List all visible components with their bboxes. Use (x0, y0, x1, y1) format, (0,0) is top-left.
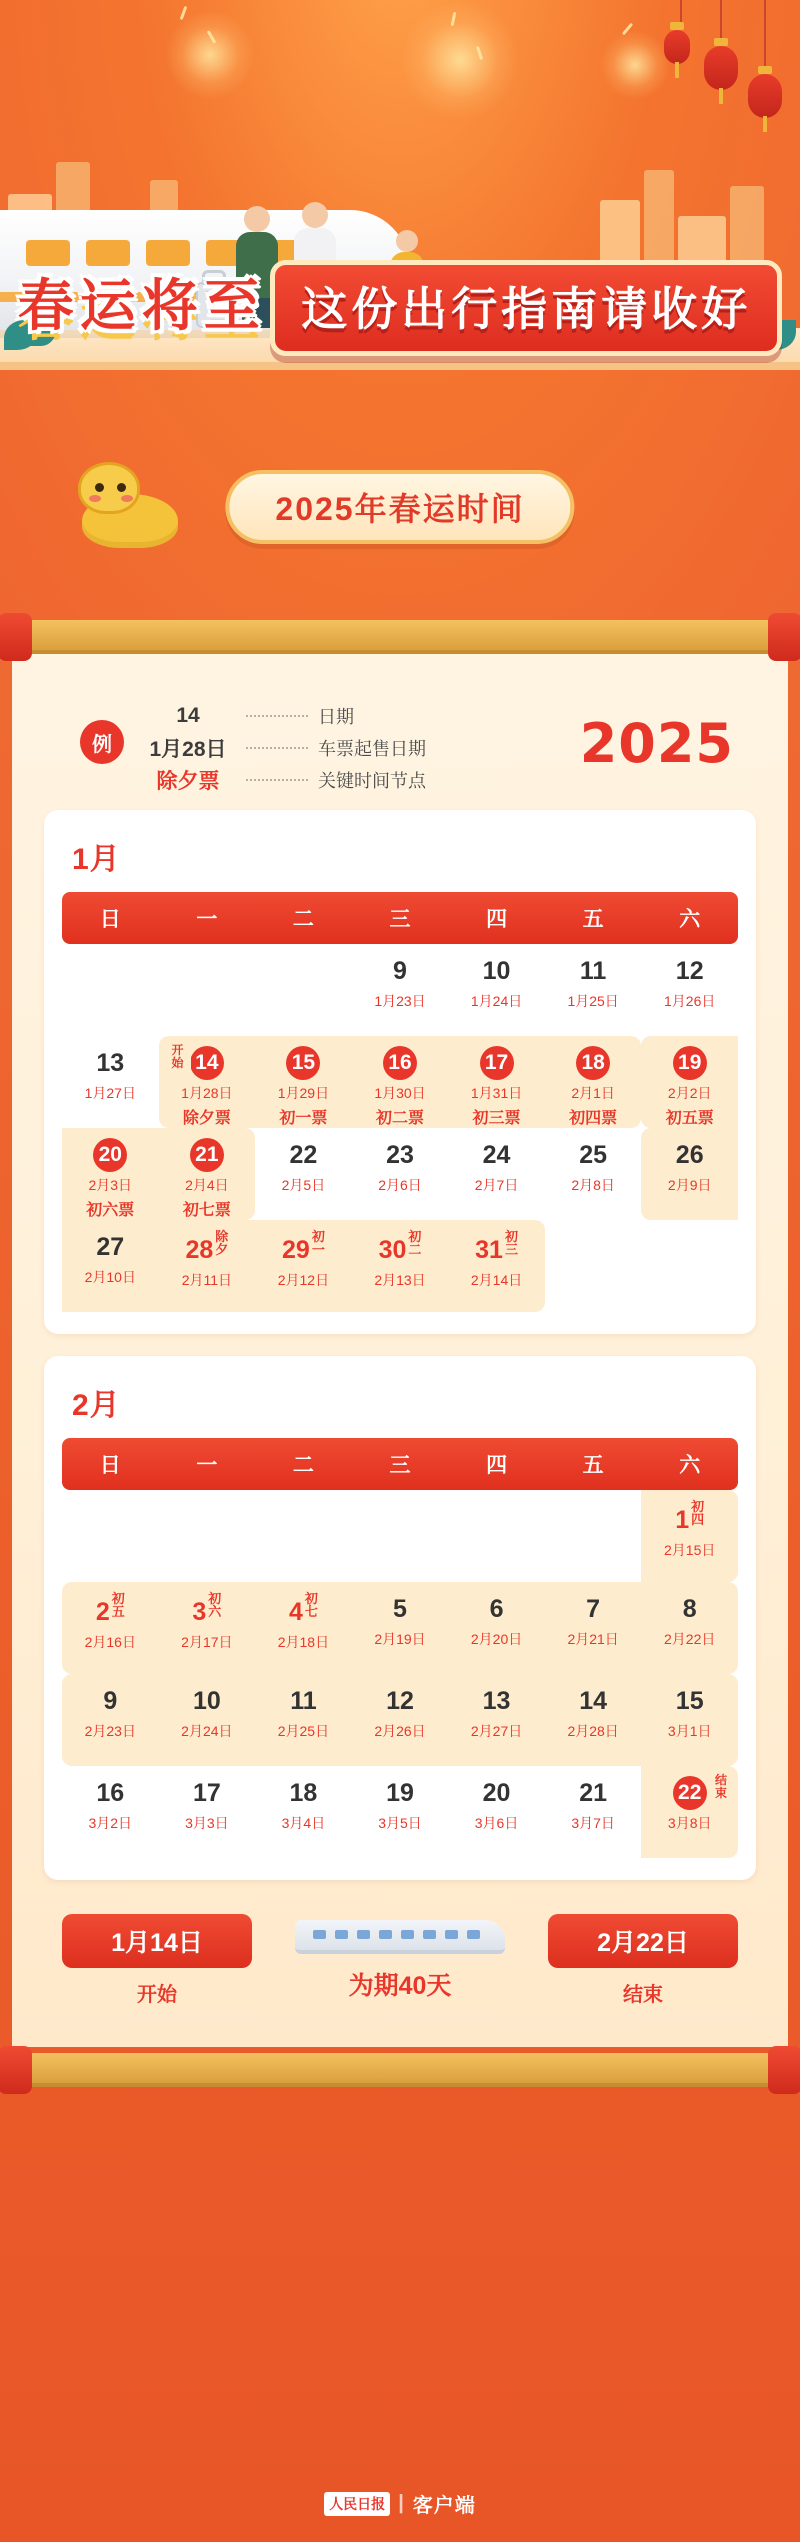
legend-dots (246, 715, 308, 717)
calendar-lunar-label: 初 二 (408, 1229, 422, 1257)
calendar-cell[interactable] (62, 1766, 159, 1858)
calendar-day-number: 30 (378, 1236, 407, 1264)
subtitle-ribbon (225, 470, 574, 544)
calendar-day-number: 17 (480, 1046, 514, 1080)
calendar-cell[interactable] (641, 1036, 738, 1128)
calendar-cell-tag: 开始 (165, 1042, 191, 1072)
weekday-3: 三 (389, 1454, 411, 1477)
calendar-day-number: 9 (393, 957, 407, 985)
calendar-cell[interactable] (641, 1128, 738, 1220)
calendar-lunar-label: 初 七 (304, 1591, 318, 1619)
weekday-6: 六 (679, 1454, 701, 1477)
calendar-cell[interactable] (448, 1036, 545, 1128)
weekday-4: 四 (486, 908, 508, 931)
calendar-day-number: 2 (95, 1598, 110, 1626)
calendar-sale-date: 1月28日 (181, 1085, 233, 1101)
calendar-card-january (44, 810, 756, 1334)
calendar-grid (62, 1490, 738, 1858)
calendar-day-number: 16 (96, 1779, 125, 1807)
scroll-paper (12, 654, 788, 2047)
calendar-cell[interactable] (448, 1766, 545, 1858)
calendar-day-number: 22 (673, 1776, 707, 1810)
legend-key: 1月28日 (149, 738, 227, 761)
calendar-sale-date: 2月17日 (181, 1634, 233, 1650)
brand-footer (0, 2489, 800, 2518)
calendar-ticket-label: 初五票 (665, 1110, 714, 1127)
calendar-day-number: 16 (383, 1046, 417, 1080)
calendar-sale-date: 2月28日 (567, 1723, 619, 1739)
calendar-sale-date: 1月25日 (567, 993, 619, 1009)
calendar-cell[interactable] (159, 1220, 256, 1312)
calendar-ticket-label: 除夕票 (182, 1110, 231, 1127)
calendar-day-number: 24 (482, 1141, 511, 1169)
firework-icon (400, 0, 520, 120)
calendar-sale-date: 3月8日 (667, 1815, 712, 1831)
calendar-cell[interactable] (352, 1128, 449, 1220)
calendar-cell[interactable] (545, 1128, 642, 1220)
subtitle-text: 2025年春运时间 (275, 491, 525, 527)
calendar-cell[interactable] (255, 1128, 352, 1220)
calendar-sale-date: 3月4日 (281, 1815, 326, 1831)
calendar-day-number: 10 (192, 1687, 221, 1715)
calendar-ticket-label: 初二票 (375, 1110, 424, 1127)
calendar-day-number: 18 (289, 1779, 318, 1807)
calendar-cell[interactable] (352, 1220, 449, 1312)
calendar-day-number: 3 (192, 1598, 207, 1626)
weekday-3: 三 (389, 908, 411, 931)
calendar-day-number: 7 (586, 1595, 601, 1623)
calendar-sale-date: 1月30日 (374, 1085, 426, 1101)
weekday-5: 五 (582, 1454, 604, 1477)
calendar-cell-empty (255, 944, 352, 1036)
calendar-lunar-label: 初 一 (311, 1229, 325, 1257)
calendar-cell[interactable] (641, 1582, 738, 1674)
calendar-sale-date: 2月20日 (470, 1631, 523, 1647)
calendar-cell[interactable] (159, 1766, 256, 1858)
calendar-day-number: 25 (579, 1141, 608, 1169)
duration-label: 为期40天 (348, 1971, 452, 2000)
calendar-sale-date: 1月31日 (470, 1085, 523, 1101)
calendar-day-number: 1 (675, 1506, 690, 1534)
weekday-0: 日 (99, 1454, 121, 1477)
calendar-sale-date: 2月15日 (664, 1542, 716, 1558)
legend (44, 682, 756, 802)
calendar-day-number: 21 (579, 1779, 608, 1807)
calendar-day-number: 31 (475, 1236, 503, 1264)
legend-value: 车票起售日期 (318, 739, 426, 759)
calendar-sale-date: 2月13日 (374, 1272, 426, 1288)
calendar-cell[interactable] (448, 944, 545, 1036)
calendar-day-number: 11 (290, 1687, 317, 1715)
calendar-day-number: 13 (482, 1687, 511, 1715)
scroll-rod-top (12, 620, 788, 654)
weekday-2: 二 (292, 908, 314, 931)
calendar-sale-date: 2月24日 (181, 1723, 233, 1739)
calendar-cell-empty (255, 1490, 352, 1582)
calendar-cell[interactable] (159, 1674, 256, 1766)
calendar-cell[interactable] (62, 1220, 159, 1312)
lantern-icon (664, 0, 690, 64)
calendar-lunar-label: 初 五 (111, 1591, 125, 1619)
calendar-sale-date: 1月27日 (84, 1085, 136, 1101)
calendar-sale-date: 2月5日 (281, 1177, 326, 1193)
brand-divider: | (398, 2492, 405, 2514)
calendar-sale-date: 1月29日 (277, 1085, 330, 1101)
calendar-cell[interactable] (641, 1766, 738, 1858)
hero-title-line1: 春运将至 (17, 274, 266, 339)
calendar-day-number: 10 (482, 957, 511, 985)
calendar-day-number: 22 (289, 1141, 318, 1169)
scroll-panel (12, 620, 788, 2087)
calendar-cell-empty (448, 1490, 545, 1582)
calendar-cell[interactable] (545, 1674, 642, 1766)
legend-dots (246, 747, 308, 749)
snake-mascot-icon (72, 452, 192, 562)
calendar-day-number: 18 (576, 1046, 610, 1080)
calendar-day-number: 20 (93, 1138, 127, 1172)
calendar-cell[interactable] (62, 1128, 159, 1220)
calendar-sale-date: 2月26日 (374, 1723, 426, 1739)
calendar-cell[interactable] (641, 944, 738, 1036)
calendar-cell-empty (545, 1490, 642, 1582)
calendar-sale-date: 2月11日 (181, 1272, 233, 1288)
legend-row (140, 764, 426, 796)
calendar-lunar-label: 初 四 (691, 1499, 705, 1527)
calendar-day-number: 6 (489, 1595, 504, 1623)
calendar-lunar-label: 除 夕 (215, 1229, 229, 1257)
calendar-cell-empty (159, 1490, 256, 1582)
legend-row (140, 732, 426, 764)
weekday-2: 二 (292, 1454, 314, 1477)
calendar-day-number: 11 (579, 957, 607, 985)
calendar-day-number: 14 (579, 1687, 608, 1715)
hero-title-line2: 这份出行指南请收好 (301, 283, 752, 335)
calendar-cell[interactable] (255, 1036, 352, 1128)
calendar-cell[interactable] (545, 944, 642, 1036)
legend-key: 除夕票 (156, 770, 220, 793)
month-label: 2月 (72, 1389, 121, 1422)
calendar-day-number: 13 (96, 1049, 125, 1077)
calendar-day-number: 5 (393, 1595, 407, 1623)
calendar-sale-date: 2月18日 (277, 1634, 330, 1650)
calendar-day-number: 8 (682, 1595, 697, 1623)
calendar-ticket-label: 初四票 (569, 1110, 618, 1127)
calendar-cell[interactable] (255, 1674, 352, 1766)
calendar-cell[interactable] (255, 1766, 352, 1858)
publisher-logo: 人民日报 (324, 2492, 390, 2516)
calendar-cell[interactable] (641, 1674, 738, 1766)
calendar-day-number: 14 (190, 1046, 224, 1080)
calendar-day-number: 19 (673, 1046, 707, 1080)
calendar-sale-date: 2月9日 (667, 1177, 712, 1193)
weekday-header (62, 892, 738, 944)
platform-edge (0, 362, 800, 370)
calendar-sale-date: 2月10日 (84, 1269, 136, 1285)
calendar-sale-date: 3月7日 (571, 1815, 615, 1831)
legend-row (140, 700, 426, 732)
calendar-cell[interactable] (545, 1582, 642, 1674)
calendar-sale-date: 2月1日 (571, 1085, 615, 1101)
end-label: 结束 (623, 1984, 663, 2006)
calendar-day-number: 19 (386, 1779, 414, 1807)
scroll-rod-bottom (12, 2053, 788, 2087)
calendar-sale-date: 2月12日 (277, 1272, 330, 1288)
calendar-cell[interactable] (62, 1036, 159, 1128)
calendar-sale-date: 1月23日 (374, 993, 426, 1009)
calendar-cell[interactable] (255, 1220, 352, 1312)
calendar-cell[interactable] (352, 1582, 449, 1674)
weekday-0: 日 (99, 908, 121, 931)
weekday-header (62, 1438, 738, 1490)
end-date: 2月22日 (548, 1914, 738, 1968)
calendar-ticket-label: 初一票 (279, 1110, 328, 1127)
calendar-cell-empty (352, 1490, 449, 1582)
legend-key: 14 (176, 704, 200, 727)
calendar-ticket-label: 初七票 (182, 1202, 231, 1219)
lantern-icon (748, 0, 782, 118)
weekday-5: 五 (582, 908, 604, 931)
calendar-day-number: 28 (185, 1236, 214, 1264)
calendar-cell[interactable] (62, 1582, 159, 1674)
month-label: 1月 (72, 843, 121, 876)
legend-rows (140, 700, 426, 796)
start-date: 1月14日 (62, 1914, 252, 1968)
calendar-lunar-label: 初 六 (208, 1591, 222, 1619)
calendar-day-number: 9 (103, 1687, 118, 1715)
summary-start (62, 1914, 252, 2007)
calendar-grid (62, 944, 738, 1312)
calendar-cell[interactable] (448, 1582, 545, 1674)
calendar-sale-date: 1月26日 (664, 993, 716, 1009)
calendar-day-number: 15 (286, 1046, 320, 1080)
legend-badge: 例 (80, 720, 124, 764)
start-label: 开始 (137, 1984, 177, 2006)
calendar-lunar-label: 初 三 (504, 1229, 518, 1257)
calendar-sale-date: 2月6日 (378, 1177, 422, 1193)
calendar-day-number: 4 (288, 1598, 303, 1626)
calendar-sale-date: 3月1日 (667, 1723, 712, 1739)
weekday-1: 一 (196, 1454, 218, 1477)
calendar-card-february (44, 1356, 756, 1880)
calendar-sale-date: 2月27日 (470, 1723, 523, 1739)
calendar-day-number: 23 (386, 1141, 414, 1169)
calendar-sale-date: 2月14日 (470, 1272, 523, 1288)
weekday-1: 一 (196, 908, 218, 931)
calendar-sale-date: 2月21日 (567, 1631, 619, 1647)
calendar-sale-date: 2月2日 (667, 1085, 712, 1101)
year-label: 2025 (579, 712, 734, 775)
calendar-sale-date: 3月3日 (185, 1815, 229, 1831)
calendar-cell[interactable] (159, 1036, 256, 1128)
calendar-sale-date: 2月19日 (374, 1631, 426, 1647)
calendar-sale-date: 2月4日 (185, 1177, 229, 1193)
calendar-cell[interactable] (352, 944, 449, 1036)
calendar-cell[interactable] (448, 1674, 545, 1766)
calendar-cell-empty (62, 944, 159, 1036)
calendar-day-number: 20 (482, 1779, 511, 1807)
summary-duration (258, 1920, 542, 2002)
calendar-sale-date: 2月25日 (277, 1723, 330, 1739)
calendar-day-number: 27 (96, 1233, 125, 1261)
hero-title-band (270, 260, 782, 356)
calendar-cell[interactable] (159, 1582, 256, 1674)
calendar-sale-date: 2月23日 (84, 1723, 136, 1739)
calendar-day-number: 17 (192, 1779, 221, 1807)
train-icon (295, 1920, 505, 1954)
calendar-day-number: 12 (675, 957, 704, 985)
calendar-day-number: 12 (386, 1687, 414, 1715)
calendar-cell[interactable] (641, 1490, 738, 1582)
calendar-cell[interactable] (545, 1766, 642, 1858)
calendar-day-number: 21 (190, 1138, 224, 1172)
calendar-cell[interactable] (352, 1674, 449, 1766)
calendar-day-number: 15 (675, 1687, 704, 1715)
brand-text: 客户端 (412, 2495, 476, 2517)
calendar-cell[interactable] (448, 1128, 545, 1220)
calendar-cell[interactable] (352, 1036, 449, 1128)
calendar-cell[interactable] (255, 1582, 352, 1674)
calendar-day-number: 29 (282, 1236, 310, 1264)
calendar-cell[interactable] (352, 1766, 449, 1858)
hero-illustration (0, 0, 800, 620)
calendar-ticket-label: 初六票 (86, 1202, 135, 1219)
calendar-sale-date: 1月24日 (470, 993, 523, 1009)
summary-end (548, 1914, 738, 2007)
calendar-sale-date: 2月8日 (571, 1177, 615, 1193)
calendar-sale-date: 2月16日 (84, 1634, 136, 1650)
calendar-sale-date: 2月7日 (474, 1177, 519, 1193)
weekday-6: 六 (679, 908, 701, 931)
calendar-sale-date: 3月2日 (88, 1815, 133, 1831)
calendar-sale-date: 3月5日 (378, 1815, 422, 1831)
lantern-icon (704, 0, 738, 90)
calendar-sale-date: 3月6日 (474, 1815, 519, 1831)
calendar-cell[interactable] (159, 1128, 256, 1220)
legend-value: 日期 (318, 707, 354, 727)
calendar-sale-date: 2月3日 (88, 1177, 133, 1193)
calendar-sale-date: 2月22日 (664, 1631, 716, 1647)
hero-title-block (0, 248, 800, 356)
calendar-cell[interactable] (62, 1674, 159, 1766)
legend-dots (246, 779, 308, 781)
firework-icon (600, 30, 670, 100)
calendar-day-number: 26 (675, 1141, 704, 1169)
weekday-4: 四 (486, 1454, 508, 1477)
calendar-cell-empty (159, 944, 256, 1036)
calendar-cell[interactable] (448, 1220, 545, 1312)
calendar-cell-empty (62, 1490, 159, 1582)
calendar-cell[interactable] (545, 1036, 642, 1128)
calendar-ticket-label: 初三票 (472, 1110, 521, 1127)
firework-icon (165, 10, 255, 100)
calendar-cell-tag: 结束 (708, 1772, 734, 1802)
legend-value: 关键时间节点 (318, 771, 426, 791)
summary-bar (62, 1914, 738, 2007)
